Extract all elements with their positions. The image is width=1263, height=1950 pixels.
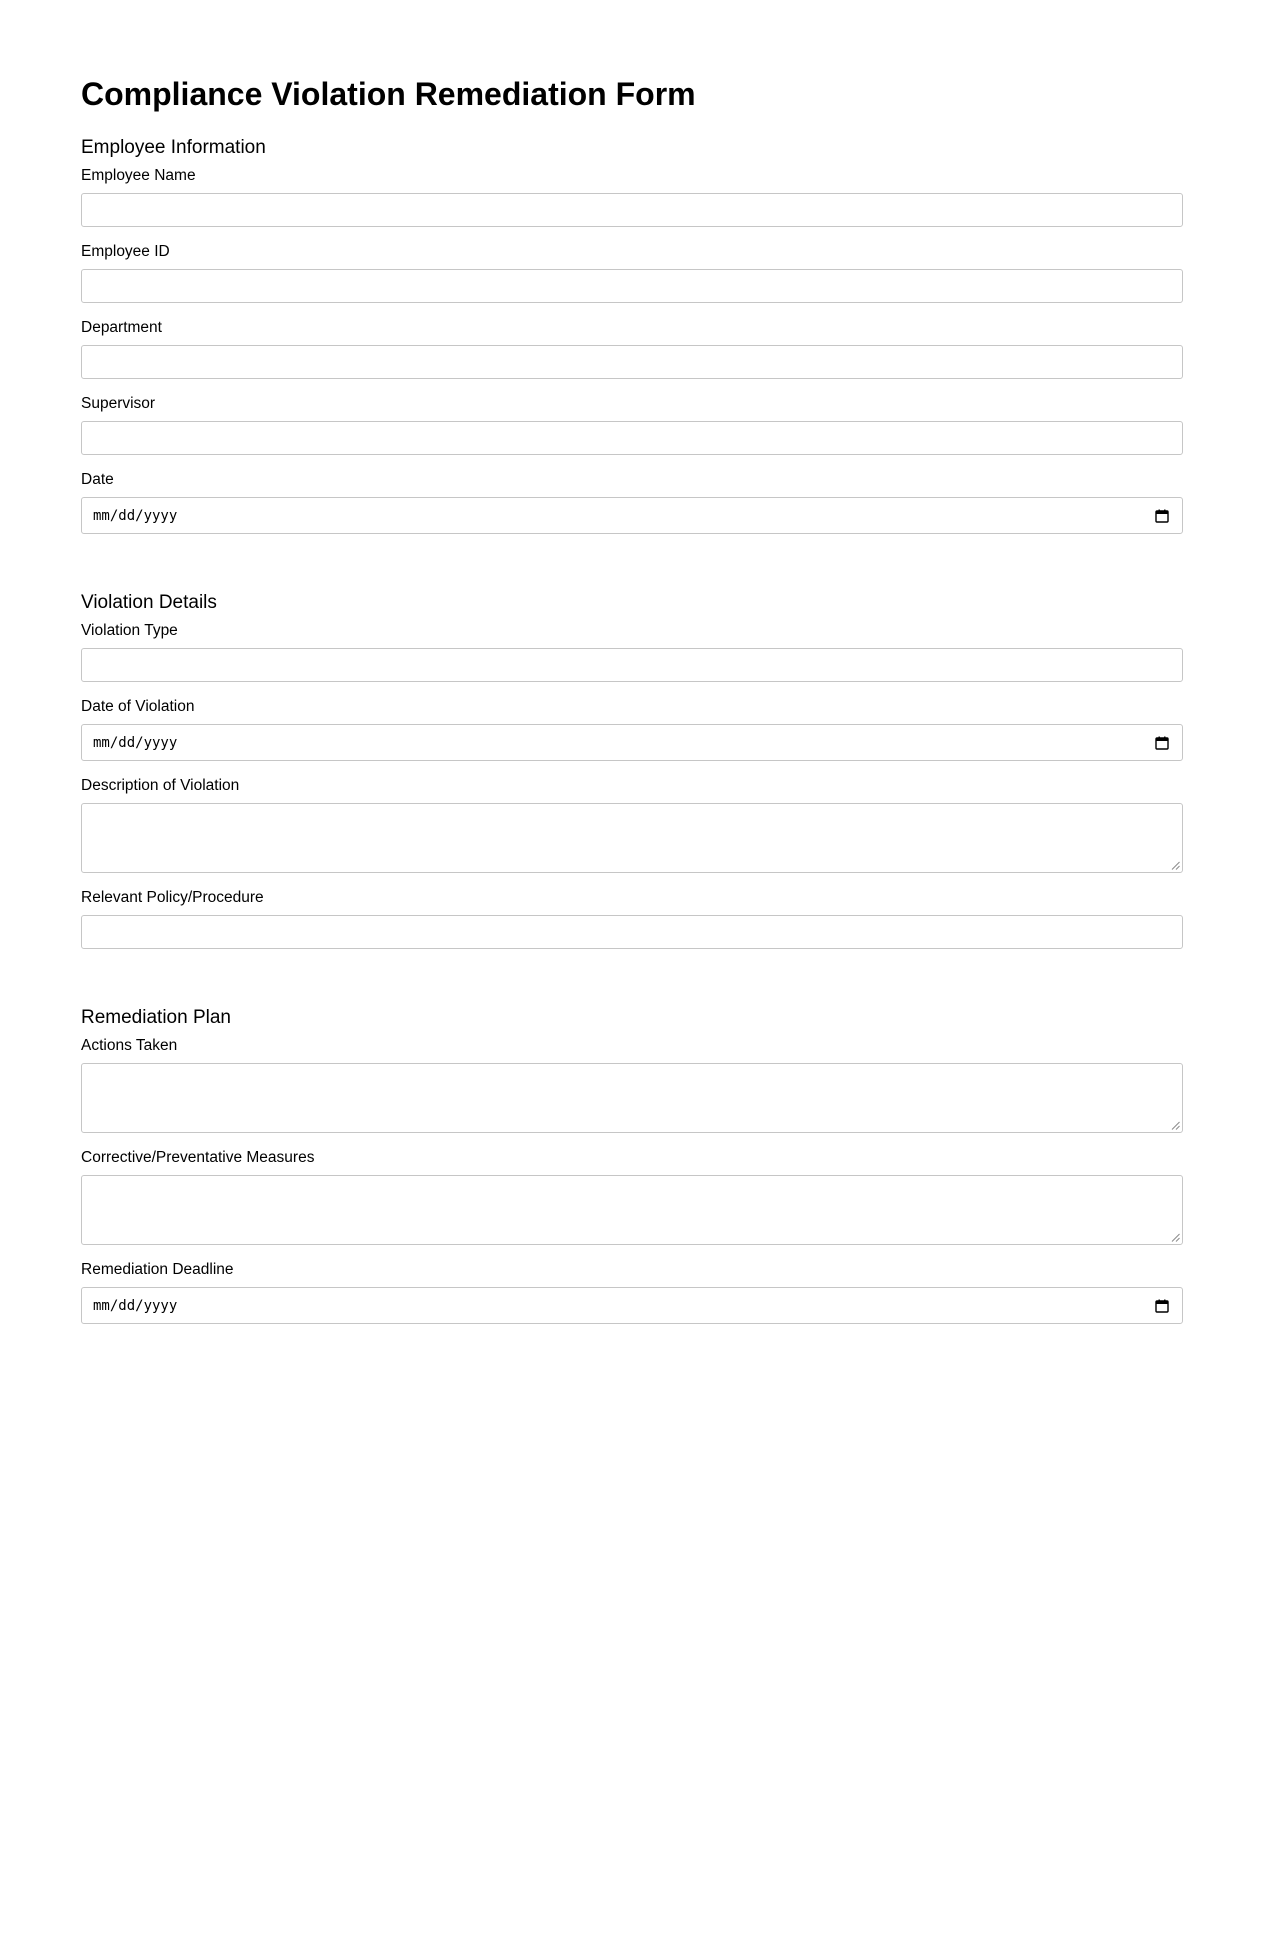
date-input[interactable]	[81, 497, 1183, 534]
date-of-violation-field	[81, 697, 1183, 761]
violation-type-input[interactable]	[81, 648, 1183, 682]
department-label: Department	[81, 319, 162, 336]
date-of-violation-input[interactable]	[81, 724, 1183, 761]
supervisor-input[interactable]	[81, 421, 1183, 455]
employee-id-input[interactable]	[81, 269, 1183, 303]
corrective-measures-field	[81, 1148, 1183, 1245]
actions-taken-textarea[interactable]	[81, 1063, 1183, 1133]
date-of-violation-label: Date of Violation	[81, 698, 195, 715]
resize-grip-icon[interactable]	[1171, 1233, 1180, 1242]
resize-grip-icon[interactable]	[1171, 861, 1180, 870]
resize-grip-icon[interactable]	[1171, 1121, 1180, 1130]
description-of-violation-textarea[interactable]	[81, 803, 1183, 873]
supervisor-label: Supervisor	[81, 395, 156, 412]
department-input[interactable]	[81, 345, 1183, 379]
remediation-plan-section	[81, 1006, 1183, 1324]
supervisor-field	[81, 394, 1183, 455]
calendar-icon[interactable]	[1155, 736, 1169, 750]
employee-name-input[interactable]	[81, 193, 1183, 227]
section-title-employee-information: Employee Information	[81, 137, 266, 158]
relevant-policy-label: Relevant Policy/Procedure	[81, 889, 264, 906]
remediation-deadline-field	[81, 1260, 1183, 1324]
section-title-violation-details: Violation Details	[81, 592, 217, 613]
remediation-deadline-label: Remediation Deadline	[81, 1261, 234, 1278]
remediation-deadline-input[interactable]	[81, 1287, 1183, 1324]
employee-name-label: Employee Name	[81, 167, 196, 184]
employee-id-field	[81, 242, 1183, 303]
date-label: Date	[81, 471, 114, 488]
actions-taken-label: Actions Taken	[81, 1037, 178, 1054]
section-spacer	[81, 964, 1183, 1006]
corrective-measures-label: Corrective/Preventative Measures	[81, 1149, 315, 1166]
actions-taken-field	[81, 1036, 1183, 1133]
employee-id-label: Employee ID	[81, 243, 170, 260]
department-field	[81, 318, 1183, 379]
relevant-policy-input[interactable]	[81, 915, 1183, 949]
calendar-icon[interactable]	[1155, 509, 1169, 523]
corrective-measures-textarea[interactable]	[81, 1175, 1183, 1245]
section-spacer	[81, 549, 1183, 591]
employee-information-section	[81, 136, 1183, 534]
description-of-violation-label: Description of Violation	[81, 777, 240, 794]
calendar-icon[interactable]	[1155, 1299, 1169, 1313]
violation-details-section	[81, 591, 1183, 949]
date-placeholder: mm/dd/yyyy	[93, 1298, 178, 1314]
section-title-remediation-plan: Remediation Plan	[81, 1007, 231, 1028]
date-field	[81, 470, 1183, 534]
relevant-policy-field	[81, 888, 1183, 949]
date-placeholder: mm/dd/yyyy	[93, 508, 178, 524]
remediation-form	[81, 0, 1183, 1324]
description-of-violation-field	[81, 776, 1183, 873]
violation-type-label: Violation Type	[81, 622, 178, 639]
form-title: Compliance Violation Remediation Form	[81, 76, 696, 112]
date-placeholder: mm/dd/yyyy	[93, 735, 178, 751]
violation-type-field	[81, 621, 1183, 682]
employee-name-field	[81, 166, 1183, 227]
